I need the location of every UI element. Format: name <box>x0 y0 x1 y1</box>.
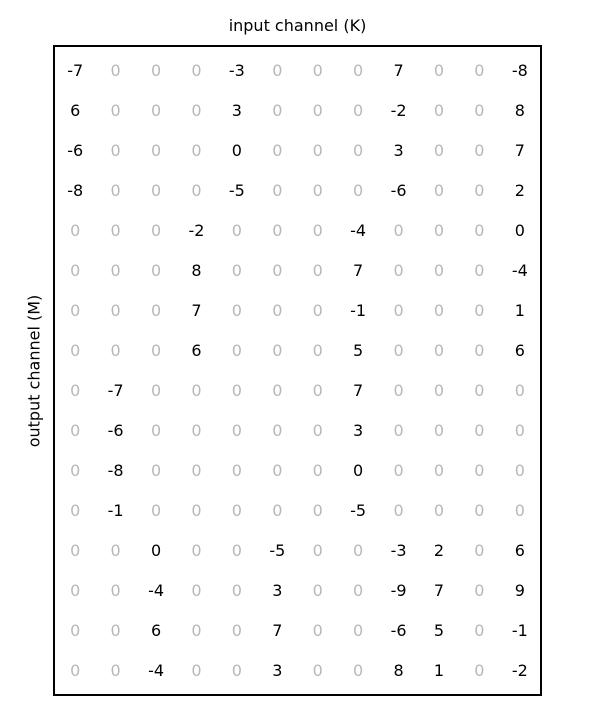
matrix-cell-zero: 0 <box>231 220 242 240</box>
matrix-cell-zero: 0 <box>433 300 445 320</box>
matrix-cell-zero: 0 <box>474 460 485 480</box>
matrix-cell-nonzero: -7 <box>67 60 84 80</box>
matrix-cell-nonzero: -2 <box>188 220 205 240</box>
matrix-cell-nonzero: 3 <box>231 100 242 120</box>
matrix-cell-zero: 0 <box>150 260 162 280</box>
matrix-cell-zero: 0 <box>393 420 404 440</box>
matrix-cell-zero: 0 <box>150 60 162 80</box>
matrix-cell-zero: 0 <box>312 100 323 120</box>
matrix-cell-zero: 0 <box>353 100 364 120</box>
matrix-cell-zero: 0 <box>514 500 525 520</box>
matrix-cell-zero: 0 <box>312 340 323 360</box>
matrix-cell-zero: 0 <box>312 620 323 640</box>
matrix-cell-zero: 0 <box>474 220 485 240</box>
matrix-cell-nonzero: -3 <box>390 540 407 560</box>
matrix-cell-zero: 0 <box>474 540 485 560</box>
matrix-cell-zero: 0 <box>70 500 81 520</box>
matrix-cell-zero: 0 <box>70 460 81 480</box>
matrix-cell-zero: 0 <box>312 300 323 320</box>
matrix-cell-zero: 0 <box>110 180 121 200</box>
matrix-cell-zero: 0 <box>474 140 485 160</box>
matrix-cell-zero: 0 <box>312 540 323 560</box>
matrix-cell-zero: 0 <box>231 540 242 560</box>
matrix-cell-zero: 0 <box>70 580 81 600</box>
matrix-cell-nonzero: 7 <box>514 140 525 160</box>
matrix-cell-nonzero: -7 <box>107 380 124 400</box>
matrix-cell-zero: 0 <box>272 100 283 120</box>
matrix-cell-zero: 0 <box>272 60 283 80</box>
matrix-cell-zero: 0 <box>70 300 81 320</box>
matrix-cell-zero: 0 <box>433 420 445 440</box>
matrix-cell-nonzero: 0 <box>353 460 364 480</box>
matrix-cell-nonzero: -1 <box>107 500 124 520</box>
matrix-cell-zero: 0 <box>474 420 485 440</box>
matrix-cell-nonzero: -2 <box>511 660 528 680</box>
matrix-cell-zero: 0 <box>70 340 81 360</box>
matrix-cell-zero: 0 <box>191 180 202 200</box>
matrix-cell-nonzero: -6 <box>390 620 407 640</box>
matrix-cell-zero: 0 <box>150 340 162 360</box>
matrix-cell-zero: 0 <box>474 60 485 80</box>
matrix-cell-zero: 0 <box>433 380 445 400</box>
matrix-cell-zero: 0 <box>433 460 445 480</box>
input-channel-axis-label: input channel (K) <box>228 16 367 35</box>
matrix-cell-nonzero: -4 <box>350 220 367 240</box>
matrix-cell-zero: 0 <box>110 220 121 240</box>
matrix-cell-zero: 0 <box>393 380 404 400</box>
matrix-cell-zero: 0 <box>474 620 485 640</box>
matrix-cell-zero: 0 <box>312 380 323 400</box>
matrix-cell-zero: 0 <box>393 500 404 520</box>
matrix-cell-nonzero: -6 <box>107 420 124 440</box>
matrix-cell-zero: 0 <box>70 620 81 640</box>
matrix-cell-zero: 0 <box>393 460 404 480</box>
matrix-cell-nonzero: 6 <box>70 100 81 120</box>
matrix-cell-nonzero: -6 <box>390 180 407 200</box>
matrix-cell-nonzero: -5 <box>269 540 286 560</box>
matrix-cell-nonzero: 6 <box>150 620 162 640</box>
matrix-cell-nonzero: 5 <box>353 340 364 360</box>
matrix-cell-zero: 0 <box>110 300 121 320</box>
matrix-cell-zero: 0 <box>514 380 525 400</box>
matrix-cell-zero: 0 <box>353 620 364 640</box>
matrix-cell-zero: 0 <box>393 340 404 360</box>
matrix-cell-nonzero: 0 <box>150 540 162 560</box>
matrix-cell-zero: 0 <box>514 460 525 480</box>
matrix-cell-zero: 0 <box>353 60 364 80</box>
matrix-cell-zero: 0 <box>312 420 323 440</box>
matrix-cell-zero: 0 <box>110 260 121 280</box>
matrix-cell-zero: 0 <box>150 500 162 520</box>
matrix-cell-nonzero: 7 <box>393 60 404 80</box>
matrix-cell-zero: 0 <box>231 300 242 320</box>
matrix-cell-zero: 0 <box>474 500 485 520</box>
matrix-cell-nonzero: -5 <box>350 500 367 520</box>
matrix-cell-zero: 0 <box>312 220 323 240</box>
matrix-cell-zero: 0 <box>231 580 242 600</box>
matrix-cell-zero: 0 <box>433 500 445 520</box>
matrix-cell-zero: 0 <box>272 260 283 280</box>
matrix-cell-zero: 0 <box>150 220 162 240</box>
matrix-cell-zero: 0 <box>191 660 202 680</box>
matrix-cell-zero: 0 <box>272 460 283 480</box>
matrix-cell-zero: 0 <box>191 620 202 640</box>
matrix-cell-zero: 0 <box>474 300 485 320</box>
matrix-cell-zero: 0 <box>191 60 202 80</box>
matrix-cell-zero: 0 <box>474 180 485 200</box>
matrix-cell-zero: 0 <box>231 340 242 360</box>
matrix-cell-zero: 0 <box>312 500 323 520</box>
matrix-cell-zero: 0 <box>110 100 121 120</box>
matrix-cell-zero: 0 <box>353 140 364 160</box>
matrix-cell-zero: 0 <box>272 300 283 320</box>
matrix-cell-zero: 0 <box>474 100 485 120</box>
matrix-cell-nonzero: -6 <box>67 140 84 160</box>
matrix-cell-zero: 0 <box>272 340 283 360</box>
matrix-cell-zero: 0 <box>272 380 283 400</box>
matrix-cell-nonzero: 5 <box>433 620 445 640</box>
matrix-cell-nonzero: -1 <box>350 300 367 320</box>
matrix-cell-zero: 0 <box>353 180 364 200</box>
matrix-cell-zero: 0 <box>150 180 162 200</box>
matrix-cell-nonzero: 0 <box>514 220 525 240</box>
matrix-cell-zero: 0 <box>433 140 445 160</box>
matrix-cell-zero: 0 <box>353 660 364 680</box>
matrix-cell-zero: 0 <box>353 540 364 560</box>
matrix-cell-zero: 0 <box>474 580 485 600</box>
matrix-cell-nonzero: 6 <box>191 340 202 360</box>
matrix-cell-nonzero: 8 <box>393 660 404 680</box>
matrix-cell-zero: 0 <box>312 660 323 680</box>
matrix-cell-zero: 0 <box>272 420 283 440</box>
matrix-cell-nonzero: 9 <box>514 580 525 600</box>
matrix-cell-nonzero: -5 <box>228 180 245 200</box>
matrix-cell-zero: 0 <box>312 260 323 280</box>
matrix-cell-zero: 0 <box>150 460 162 480</box>
matrix-cell-zero: 0 <box>70 540 81 560</box>
matrix-cell-zero: 0 <box>231 460 242 480</box>
matrix-cell-nonzero: 1 <box>514 300 525 320</box>
matrix-cell-zero: 0 <box>110 340 121 360</box>
matrix-cell-nonzero: 7 <box>353 260 364 280</box>
matrix-cell-zero: 0 <box>231 500 242 520</box>
matrix-cell-nonzero: 2 <box>514 180 525 200</box>
matrix-cell-zero: 0 <box>474 260 485 280</box>
matrix-cell-nonzero: -3 <box>228 60 245 80</box>
matrix-grid <box>55 47 540 694</box>
matrix-cell-zero: 0 <box>514 420 525 440</box>
matrix-cell-nonzero: -8 <box>107 460 124 480</box>
matrix-cell-nonzero: 1 <box>433 660 445 680</box>
matrix-cell-nonzero: -9 <box>390 580 407 600</box>
matrix-cell-zero: 0 <box>393 300 404 320</box>
matrix-cell-nonzero: 3 <box>272 660 283 680</box>
matrix-cell-zero: 0 <box>110 540 121 560</box>
matrix-cell-zero: 0 <box>150 140 162 160</box>
matrix-cell-nonzero: 0 <box>231 140 242 160</box>
matrix-cell-zero: 0 <box>70 380 81 400</box>
matrix-cell-zero: 0 <box>272 220 283 240</box>
matrix-cell-nonzero: 8 <box>514 100 525 120</box>
matrix-cell-zero: 0 <box>272 140 283 160</box>
matrix-cell-zero: 0 <box>312 580 323 600</box>
matrix-cell-nonzero: -4 <box>511 260 528 280</box>
matrix-cell-zero: 0 <box>150 100 162 120</box>
matrix-cell-zero: 0 <box>191 380 202 400</box>
matrix-cell-zero: 0 <box>433 60 445 80</box>
matrix-cell-zero: 0 <box>191 500 202 520</box>
matrix-cell-zero: 0 <box>474 380 485 400</box>
matrix-cell-zero: 0 <box>474 660 485 680</box>
matrix-cell-zero: 0 <box>150 380 162 400</box>
matrix-cell-zero: 0 <box>191 100 202 120</box>
output-channel-axis-label: output channel (M) <box>24 294 44 448</box>
matrix-cell-zero: 0 <box>433 260 445 280</box>
matrix-cell-nonzero: 8 <box>191 260 202 280</box>
matrix-cell-zero: 0 <box>433 180 445 200</box>
matrix-cell-zero: 0 <box>191 140 202 160</box>
matrix-cell-zero: 0 <box>231 260 242 280</box>
matrix-cell-zero: 0 <box>393 260 404 280</box>
matrix-cell-zero: 0 <box>70 220 81 240</box>
matrix-cell-zero: 0 <box>191 460 202 480</box>
matrix-cell-zero: 0 <box>110 660 121 680</box>
matrix-cell-zero: 0 <box>70 260 81 280</box>
matrix-cell-zero: 0 <box>110 60 121 80</box>
matrix-cell-zero: 0 <box>231 660 242 680</box>
matrix-cell-nonzero: 7 <box>353 380 364 400</box>
matrix-cell-zero: 0 <box>393 220 404 240</box>
matrix-cell-zero: 0 <box>70 420 81 440</box>
matrix-cell-zero: 0 <box>272 180 283 200</box>
matrix-cell-zero: 0 <box>312 180 323 200</box>
matrix-cell-nonzero: 7 <box>272 620 283 640</box>
matrix-cell-nonzero: 7 <box>433 580 445 600</box>
matrix-cell-nonzero: 6 <box>514 540 525 560</box>
matrix-cell-zero: 0 <box>191 420 202 440</box>
matrix-cell-zero: 0 <box>312 460 323 480</box>
matrix-cell-nonzero: -8 <box>511 60 528 80</box>
matrix-cell-zero: 0 <box>312 60 323 80</box>
matrix-cell-zero: 0 <box>433 100 445 120</box>
matrix-cell-zero: 0 <box>70 660 81 680</box>
matrix-cell-zero: 0 <box>150 300 162 320</box>
matrix-cell-zero: 0 <box>231 380 242 400</box>
matrix-cell-zero: 0 <box>191 540 202 560</box>
matrix-cell-zero: 0 <box>110 140 121 160</box>
matrix-cell-nonzero: 6 <box>514 340 525 360</box>
matrix-cell-nonzero: -2 <box>390 100 407 120</box>
matrix-cell-nonzero: 2 <box>433 540 445 560</box>
matrix-cell-zero: 0 <box>474 340 485 360</box>
matrix-cell-zero: 0 <box>110 580 121 600</box>
matrix-cell-nonzero: 3 <box>393 140 404 160</box>
weight-matrix <box>53 45 542 696</box>
matrix-cell-zero: 0 <box>312 140 323 160</box>
matrix-cell-zero: 0 <box>110 620 121 640</box>
matrix-cell-nonzero: 3 <box>272 580 283 600</box>
matrix-cell-zero: 0 <box>272 500 283 520</box>
matrix-cell-zero: 0 <box>353 580 364 600</box>
matrix-cell-zero: 0 <box>231 420 242 440</box>
matrix-cell-nonzero: -4 <box>148 580 165 600</box>
matrix-cell-zero: 0 <box>191 580 202 600</box>
matrix-cell-zero: 0 <box>433 220 445 240</box>
matrix-cell-nonzero: -4 <box>148 660 165 680</box>
matrix-cell-nonzero: -8 <box>67 180 84 200</box>
matrix-cell-zero: 0 <box>150 420 162 440</box>
matrix-cell-nonzero: 3 <box>353 420 364 440</box>
matrix-cell-nonzero: 7 <box>191 300 202 320</box>
matrix-cell-zero: 0 <box>433 340 445 360</box>
matrix-cell-zero: 0 <box>231 620 242 640</box>
matrix-cell-nonzero: -1 <box>511 620 528 640</box>
